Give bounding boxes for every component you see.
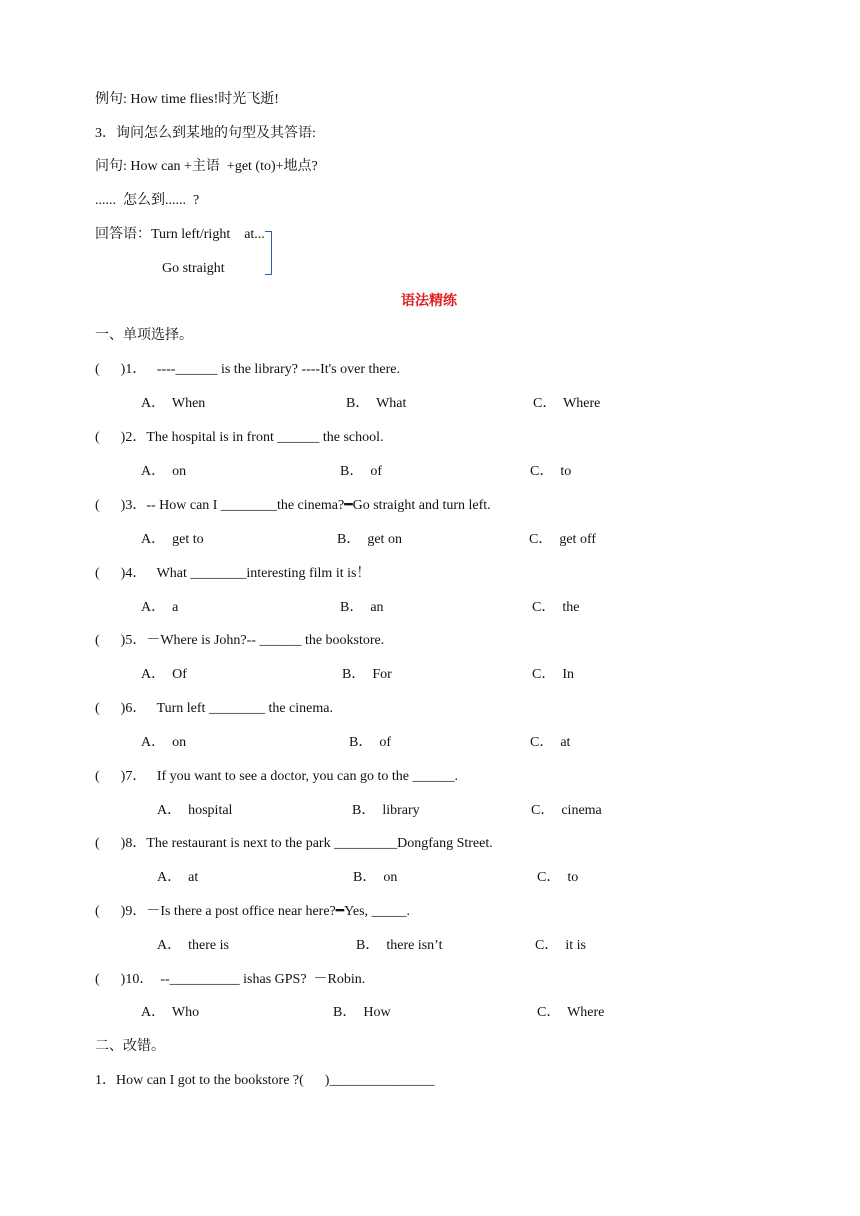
q9-option-c: C． it is xyxy=(535,938,586,953)
q5-option-b: B． For xyxy=(342,667,392,682)
q3-option-b: B． get on xyxy=(337,532,402,547)
q5-option-c: C． In xyxy=(532,667,574,682)
question-8: ( )8．The restaurant is next to the park _________Dongfang Street. xyxy=(95,836,493,851)
question-3: ( )3．-- How can I ________the cinema?━Go straight and turn left. xyxy=(95,498,491,513)
q1-option-b: B． What xyxy=(346,396,407,411)
question-pattern: 问句: How can +主语 +get (to)+地点? xyxy=(95,159,318,174)
q5-option-a: A． Of xyxy=(141,667,187,682)
question-10: ( )10． --__________ ishas GPS? －Robin. xyxy=(95,972,366,987)
answer-line-2: Go straight xyxy=(162,261,225,276)
q3-option-a: A． get to xyxy=(141,532,204,547)
question-4: ( )4． What ________interesting film it is！ xyxy=(95,566,371,581)
section-3-heading: 3．询问怎么到某地的句型及其答语: xyxy=(95,126,316,141)
q4-option-b: B． an xyxy=(340,600,384,615)
question-9: ( )9．－Is there a post office near here?━Yes, _____. xyxy=(95,904,411,919)
answer-bracket xyxy=(265,231,272,275)
q7-option-b: B． library xyxy=(352,803,420,818)
q2-option-b: B． of xyxy=(340,464,382,479)
question-1: ( )1． ----______ is the library? ----It's over there. xyxy=(95,362,400,377)
q2-option-a: A． on xyxy=(141,464,187,479)
correction-item-1: 1．How can I got to the bookstore ?( )_______________ xyxy=(95,1073,435,1088)
q1-option-c: C． Where xyxy=(533,396,601,411)
q8-option-a: A． at xyxy=(157,870,199,885)
q4-option-c: C． the xyxy=(532,600,580,615)
part1-heading: 一、单项选择。 xyxy=(95,328,193,343)
q7-option-c: C． cinema xyxy=(531,803,602,818)
q6-option-b: B． of xyxy=(349,735,391,750)
q10-option-a: A． Who xyxy=(141,1005,200,1020)
q6-option-a: A． on xyxy=(141,735,187,750)
q4-option-a: A． a xyxy=(141,600,179,615)
q10-option-c: C． Where xyxy=(537,1005,605,1020)
q8-option-b: B． on xyxy=(353,870,398,885)
q6-option-c: C． at xyxy=(530,735,571,750)
q8-option-c: C． to xyxy=(537,870,579,885)
question-6: ( )6． Turn left ________ the cinema. xyxy=(95,701,333,716)
question-5: ( )5．－Where is John?-- ______ the bookstore. xyxy=(95,633,385,648)
example-sentence: 例句: How time flies!时光飞逝! xyxy=(95,92,279,107)
q2-option-c: C． to xyxy=(530,464,572,479)
question-7: ( )7． If you want to see a doctor, you can go to the ______. xyxy=(95,769,458,784)
q7-option-a: A． hospital xyxy=(157,803,233,818)
q9-option-b: B． there isn’t xyxy=(356,938,443,953)
q9-option-a: A． there is xyxy=(157,938,229,953)
q1-option-a: A． When xyxy=(141,396,206,411)
answer-line-1: 回答语：Turn left/right at... xyxy=(95,227,265,242)
section-title: 语法精练 xyxy=(401,294,457,309)
part2-heading: 二、改错。 xyxy=(95,1039,165,1054)
question-meaning: ...... 怎么到...... ? xyxy=(95,193,200,208)
question-2: ( )2．The hospital is in front ______ the school. xyxy=(95,430,384,445)
q10-option-b: B． How xyxy=(333,1005,391,1020)
q3-option-c: C． get off xyxy=(529,532,597,547)
